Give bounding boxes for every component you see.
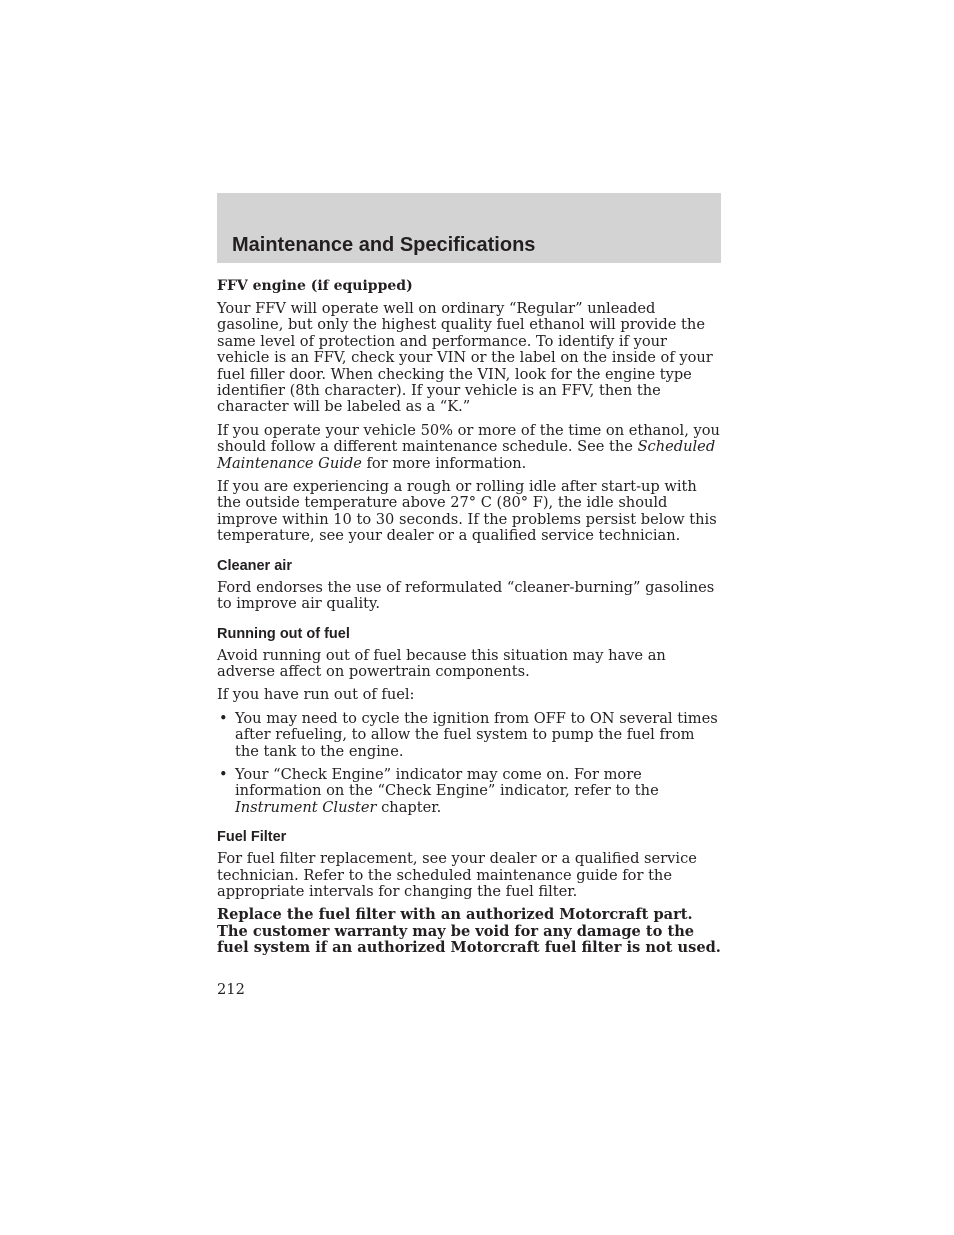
page-content (217, 277, 723, 964)
running-out-bullet-list (217, 711, 723, 816)
ffv-paragraph-1: Your FFV will operate well on ordinary “Regular” unleaded gasoline, but only the highest quality fuel ethanol will provide the same level of protection and performance. To identify if your vehicle is an FFV, check your VIN or the label on the inside of your fuel filler door. When checking the VIN, look for the engine type identifier (8th character). If your vehicle is an FFV, then the character will be labeled as a “K.” (217, 300, 713, 416)
bullet-2-text-b: chapter. (376, 798, 442, 816)
scheduled-maintenance-guide-reference: Scheduled Maintenance Guide (217, 438, 716, 472)
section-heading-cleaner-air: Cleaner air (217, 557, 292, 574)
list-item (217, 767, 723, 816)
section-heading-running-out-of-fuel: Running out of fuel (217, 625, 350, 642)
bullet-1-text: You may need to cycle the ignition from OFF to ON several times after refueling, to allow the fuel system to pump the fuel from the tank to the engine. (235, 709, 718, 760)
page-number: 212 (217, 981, 245, 998)
section-heading-fuel-filter: Fuel Filter (217, 829, 287, 846)
chapter-header-band (217, 193, 721, 263)
section-heading-ffv-engine: FFV engine (if equipped) (217, 278, 413, 294)
ffv-paragraph-2 (217, 423, 723, 472)
bullet-icon: • (219, 709, 228, 727)
cleaner-air-paragraph: Ford endorses the use of reformulated “cleaner-burning” gasolines to improve air quality. (217, 578, 715, 613)
fuel-filter-paragraph: For fuel filter replacement, see your dealer or a qualified service technician. Refer to the scheduled maintenance guide for the appropriate intervals for changing the fuel filter. (217, 850, 697, 900)
ffv-paragraph-2-text-a: If you operate your vehicle 50% or more of the time on ethanol, you should follow a different maintenance schedule. See the (217, 421, 720, 456)
fuel-filter-warning: Replace the fuel filter with an authorized Motorcraft part. The customer warranty may be void for any damage to the fuel system if an authorized Motorcraft fuel filter is not used. (217, 906, 721, 957)
instrument-cluster-reference: Instrument Cluster (235, 798, 377, 816)
running-out-paragraph-1: Avoid running out of fuel because this situation may have an adverse affect on powertrain components. (217, 646, 666, 680)
chapter-title: Maintenance and Specifications (232, 234, 536, 256)
bullet-icon: • (219, 765, 228, 783)
ffv-paragraph-2-text-b: for more information. (361, 454, 527, 472)
ffv-paragraph-3: If you are experiencing a rough or rolling idle after start-up with the outside temperature above 27° C (80° F), the idle should improve within 10 to 30 seconds. If the problems persist below this temperature, see your dealer or a qualified service technician. (217, 478, 717, 545)
running-out-paragraph-2: If you have run out of fuel: (217, 686, 415, 704)
bullet-2-text-a: Your “Check Engine” indicator may come on. For more information on the “Check Engine” indicator, refer to the (235, 765, 659, 800)
list-item (217, 711, 723, 760)
